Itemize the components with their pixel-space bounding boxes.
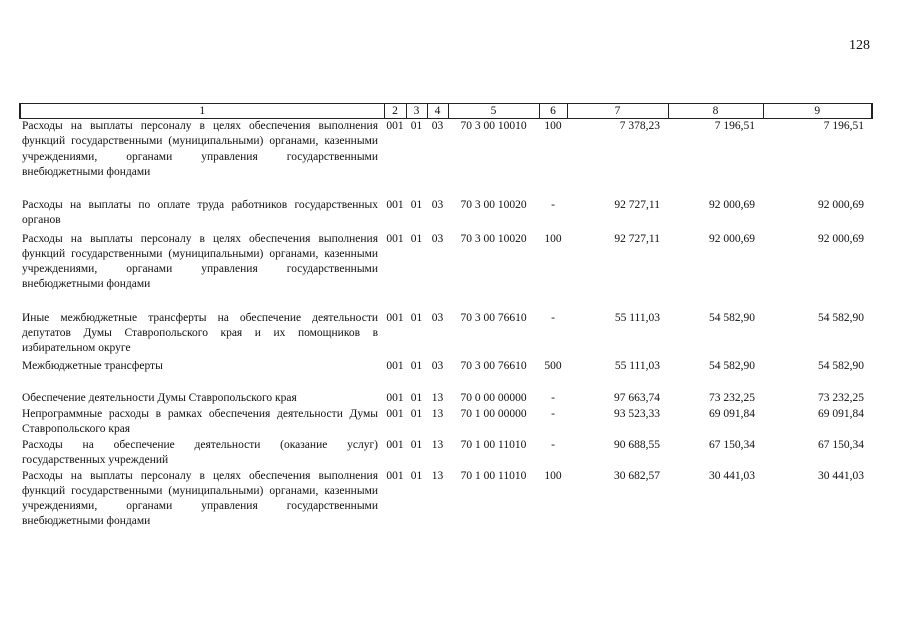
table-row — [20, 198, 872, 232]
amount-col-8: 67 150,34 — [709, 438, 755, 451]
code-section: 01 — [410, 407, 423, 420]
code-ministry: 001 — [386, 311, 404, 324]
expense-name: Расходы на выплаты по оплате труда работников государственных органов — [22, 198, 378, 226]
amount-col-7: 90 688,55 — [614, 438, 660, 451]
amount-col-9: 69 091,84 — [818, 407, 864, 420]
amount-col-7: 93 523,33 — [614, 407, 660, 420]
expense-type: - — [551, 198, 555, 211]
amount-col-9: 92 000,69 — [818, 198, 864, 211]
expense-name: Непрограммные расходы в рамках обеспечения деятельности Думы Ставропольского края — [22, 407, 378, 435]
budget-table — [19, 103, 873, 531]
code-section: 01 — [410, 391, 423, 404]
header-col-3: 3 — [406, 104, 427, 119]
code-ministry: 001 — [386, 120, 404, 132]
amount-col-8: 92 000,69 — [709, 198, 755, 211]
target-article: 70 1 00 11010 — [460, 469, 527, 482]
code-section: 01 — [410, 120, 423, 132]
table-row — [20, 119, 872, 198]
expense-type: 100 — [544, 232, 562, 245]
amount-col-7: 55 111,03 — [614, 311, 660, 324]
amount-col-9: 54 582,90 — [818, 311, 864, 324]
target-article: 70 0 00 00000 — [460, 391, 527, 404]
code-subsection: 13 — [431, 407, 444, 420]
code-ministry: 001 — [386, 438, 404, 451]
code-subsection: 13 — [431, 438, 444, 451]
amount-col-7: 92 727,11 — [614, 232, 660, 245]
expense-type: 100 — [544, 469, 562, 482]
amount-col-9: 54 582,90 — [818, 359, 864, 372]
header-col-5: 5 — [448, 104, 539, 119]
code-subsection: 13 — [431, 391, 444, 404]
code-subsection: 13 — [431, 469, 444, 482]
header-row — [20, 104, 872, 119]
amount-col-7: 30 682,57 — [614, 469, 660, 482]
amount-col-8: 54 582,90 — [709, 311, 755, 324]
expense-type: 100 — [544, 120, 562, 132]
table-row — [20, 469, 872, 531]
table-row — [20, 359, 872, 391]
code-subsection: 03 — [431, 359, 444, 372]
amount-col-8: 30 441,03 — [709, 469, 755, 482]
amount-col-7: 55 111,03 — [614, 359, 660, 372]
table-row — [20, 407, 872, 438]
header-col-6: 6 — [539, 104, 567, 119]
amount-col-8: 73 232,25 — [709, 391, 755, 404]
code-section: 01 — [410, 469, 423, 482]
code-subsection: 03 — [431, 311, 444, 324]
expense-name: Обеспечение деятельности Думы Ставропольского края — [22, 391, 297, 404]
header-col-2: 2 — [384, 104, 406, 119]
code-ministry: 001 — [386, 232, 404, 245]
target-article: 70 3 00 10010 — [460, 120, 527, 132]
expense-type: - — [551, 311, 555, 324]
header-col-7: 7 — [567, 104, 668, 119]
table-row — [20, 311, 872, 359]
amount-col-8: 69 091,84 — [709, 407, 755, 420]
amount-col-9: 67 150,34 — [818, 438, 864, 451]
code-subsection: 03 — [431, 198, 444, 211]
target-article: 70 1 00 00000 — [460, 407, 527, 420]
table-row — [20, 232, 872, 311]
target-article: 70 3 00 76610 — [460, 359, 527, 372]
expense-type: - — [551, 438, 555, 451]
code-section: 01 — [410, 438, 423, 451]
code-ministry: 001 — [386, 198, 404, 211]
header-col-1: 1 — [20, 104, 384, 119]
amount-col-9: 73 232,25 — [818, 391, 864, 404]
amount-col-8: 7 196,51 — [714, 120, 755, 132]
header-col-8: 8 — [668, 104, 763, 119]
code-ministry: 001 — [386, 469, 404, 482]
header-col-4: 4 — [427, 104, 448, 119]
amount-col-7: 92 727,11 — [614, 198, 660, 211]
code-ministry: 001 — [386, 391, 404, 404]
expense-name: Расходы на выплаты персоналу в целях обеспечения выполнения функций государственными (муниципальными) органами, казенными учреждениями, органами управления государственными внебюджетными фондами — [22, 469, 378, 528]
expense-type: - — [551, 407, 555, 420]
target-article: 70 3 00 10020 — [460, 232, 527, 245]
amount-col-8: 92 000,69 — [709, 232, 755, 245]
code-subsection: 03 — [431, 120, 444, 132]
amount-col-7: 7 378,23 — [619, 120, 660, 132]
expense-type: - — [551, 391, 555, 404]
expense-type: 500 — [544, 359, 562, 372]
amount-col-9: 7 196,51 — [823, 120, 864, 132]
target-article: 70 3 00 76610 — [460, 311, 527, 324]
expense-name: Расходы на выплаты персоналу в целях обеспечения выполнения функций государственными (муниципальными) органами, казенными учреждениями, органами управления государственными внебюджетными фондами — [22, 120, 378, 178]
code-section: 01 — [410, 232, 423, 245]
amount-col-9: 92 000,69 — [818, 232, 864, 245]
code-ministry: 001 — [386, 359, 404, 372]
code-section: 01 — [410, 359, 423, 372]
expense-name: Межбюджетные трансферты — [22, 359, 163, 372]
code-section: 01 — [410, 311, 423, 324]
amount-col-8: 54 582,90 — [709, 359, 755, 372]
expense-name: Расходы на выплаты персоналу в целях обеспечения выполнения функций государственными (муниципальными) органами, казенными учреждениями, органами управления государственными внебюджетными фондами — [22, 232, 378, 291]
target-article: 70 1 00 11010 — [460, 438, 527, 451]
table-row — [20, 391, 872, 407]
header-col-9: 9 — [763, 104, 872, 119]
page-number: 128 — [849, 38, 870, 53]
expense-name: Расходы на обеспечение деятельности (оказание услуг) государственных учреждений — [22, 438, 378, 466]
code-ministry: 001 — [386, 407, 404, 420]
code-section: 01 — [410, 198, 423, 211]
table-row — [20, 438, 872, 469]
expense-name: Иные межбюджетные трансферты на обеспечение деятельности депутатов Думы Ставропольского края и их помощников в избирательном округе — [22, 311, 378, 355]
amount-col-9: 30 441,03 — [818, 469, 864, 482]
code-subsection: 03 — [431, 232, 444, 245]
target-article: 70 3 00 10020 — [460, 198, 527, 211]
amount-col-7: 97 663,74 — [614, 391, 660, 404]
